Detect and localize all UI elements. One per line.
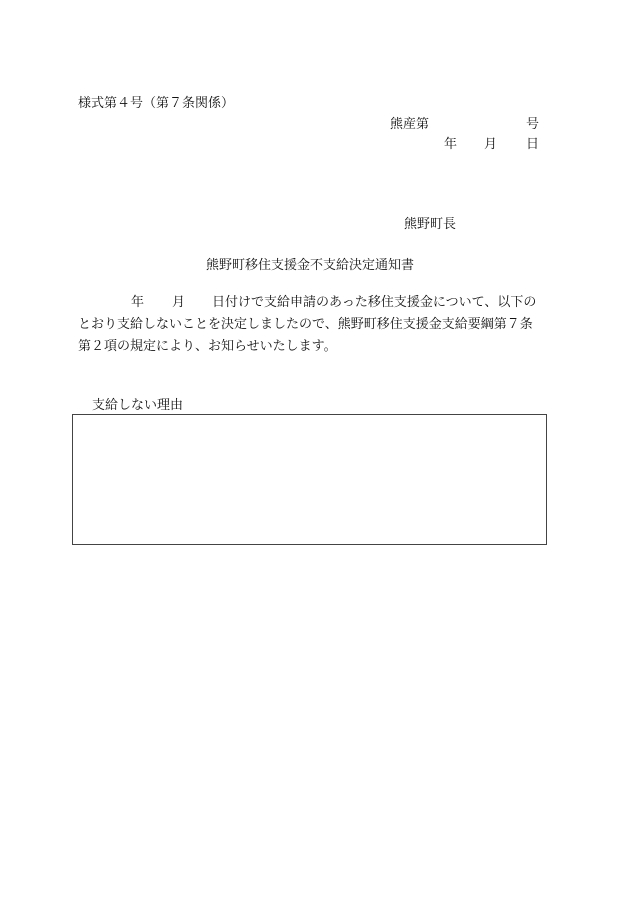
doc-number-suffix: 号: [526, 117, 540, 132]
document-title: 熊野町移住支援金不支給決定通知書: [206, 258, 415, 273]
reason-label: 支給しない理由: [92, 398, 184, 413]
reason-box: [72, 414, 547, 545]
body-month: 月: [172, 295, 186, 310]
body-line-1: 日付けで支給申請のあった移住支援金について、以下の: [212, 295, 537, 310]
body-line-3: 第２項の規定により、お知らせいたします。: [78, 339, 337, 354]
date-year: 年: [444, 137, 458, 152]
doc-number-prefix: 熊産第: [390, 117, 430, 132]
date-day: 日: [526, 137, 540, 152]
date-month: 月: [484, 137, 498, 152]
body-year: 年: [131, 295, 145, 310]
form-label: 様式第４号（第７条関係）: [78, 96, 235, 111]
body-line-2: とおり支給しないことを決定しましたので、熊野町移住支援金支給要綱第７条: [78, 317, 533, 332]
issuer: 熊野町長: [404, 217, 457, 232]
